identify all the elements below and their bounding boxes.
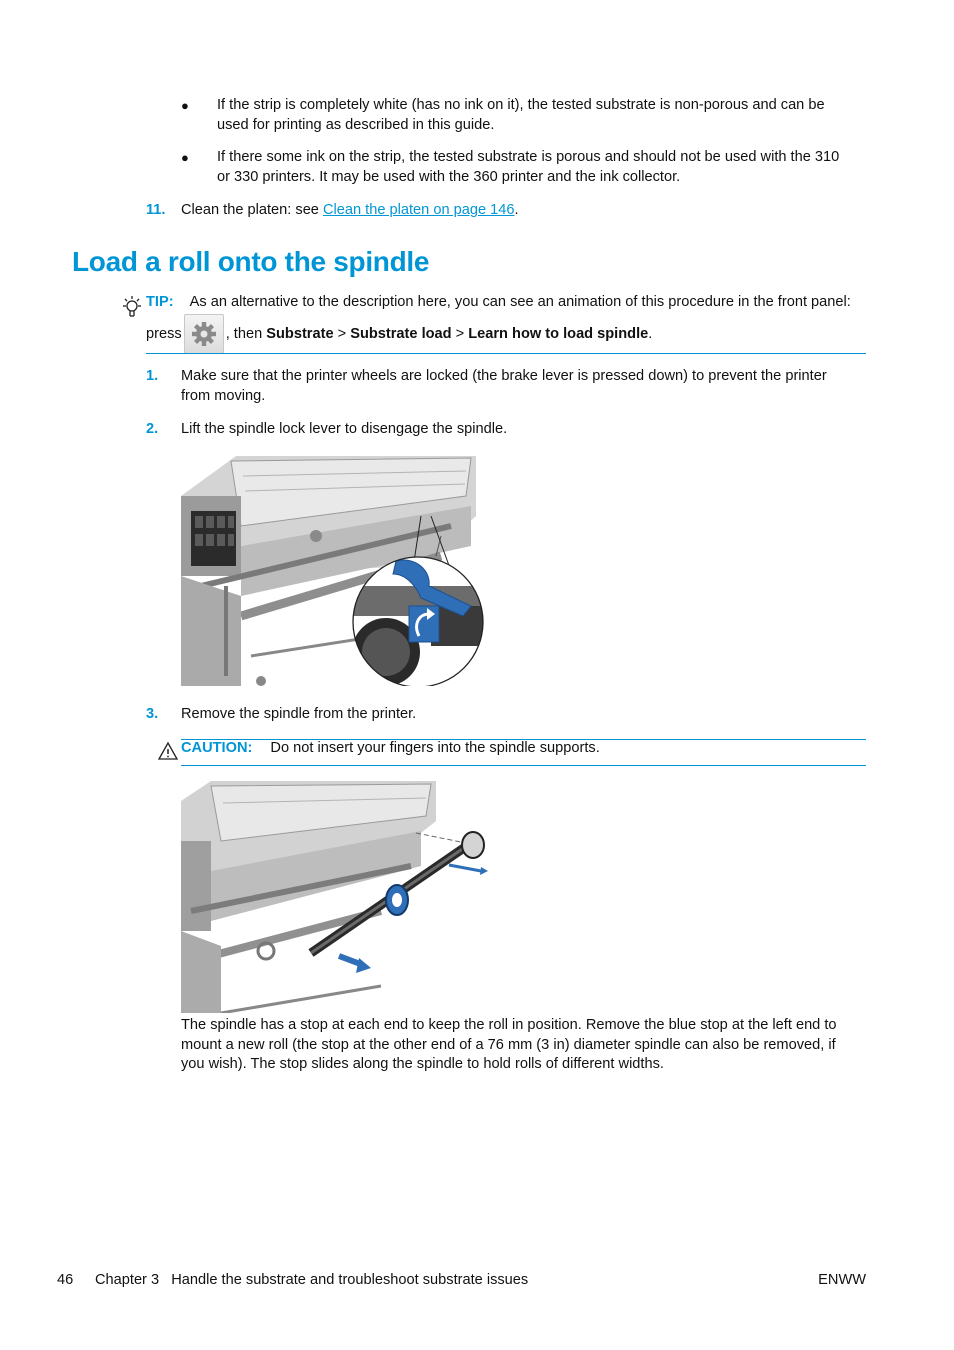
bullet-text: If there some ink on the strip, the tested substrate is porous and should not be used with the 310 or 330 printers. It may be used with the 360 printer and the ink collector. (217, 149, 840, 185)
step-number: 3. (146, 706, 159, 722)
step-text: Make sure that the printer wheels are locked (the brake lever is pressed down) to prevent the printer from moving. (181, 368, 827, 404)
caution-block: CAUTION: Do not insert your fingers into the spindle supports. (181, 740, 600, 756)
section-title: Load a roll onto the spindle (72, 246, 430, 277)
menu-learn-spindle: Learn how to load spindle (468, 325, 649, 342)
bullet-marker: ● (181, 98, 189, 113)
step-text: Clean the platen: see Clean the platen on page 146. (181, 202, 519, 218)
tip-block: TIP: As an alternative to the description here, you can see an animation of this procedure in the front panel: (146, 294, 851, 310)
step-number: 1. (146, 368, 159, 384)
bullet-text: If the strip is completely white (has no ink on it), the tested substrate is non-porous and can be used for printing as described in this guide. (217, 97, 825, 133)
chapter-title: Chapter 3 Handle the substrate and troubleshoot substrate issues (95, 1272, 529, 1288)
bullet-marker: ● (181, 150, 189, 165)
page-number: 46 (57, 1272, 74, 1288)
step-text: Lift the spindle lock lever to disengage the spindle. (181, 421, 508, 437)
tip-divider (146, 353, 866, 354)
footer-right-label: ENWW (818, 1272, 866, 1288)
step-number: 2. (146, 421, 159, 437)
tip-label: TIP: (146, 294, 174, 310)
remove-spindle-illustration (181, 781, 491, 1013)
caution-label: CAUTION: (181, 740, 253, 756)
warning-triangle-icon (157, 741, 179, 761)
clean-platen-link[interactable]: Clean the platen on page 146 (322, 202, 515, 218)
gear-icon (185, 315, 223, 353)
step-text: Remove the spindle from the printer. (181, 706, 417, 722)
spindle-lock-lever-illustration (181, 456, 486, 686)
settings-button (184, 314, 224, 354)
menu-substrate: Substrate (266, 325, 334, 342)
lightbulb-icon (120, 294, 144, 320)
closing-paragraph: The spindle has a stop at each end to keep the roll in position. Remove the blue stop at the left end to mount a new roll (the stop at the other end of a 76 mm (3 in) diameter spindle can also be removed, if you wish). The stop slides along the spindle to hold rolls of different widths. (181, 1017, 837, 1072)
caution-bottom-rule (181, 765, 866, 766)
tip-line2: press , then Substrate > Substrate load > Learn how to load spindle. (146, 314, 652, 354)
step-number: 11. (146, 202, 166, 218)
menu-substrate-load: Substrate load (350, 325, 452, 342)
